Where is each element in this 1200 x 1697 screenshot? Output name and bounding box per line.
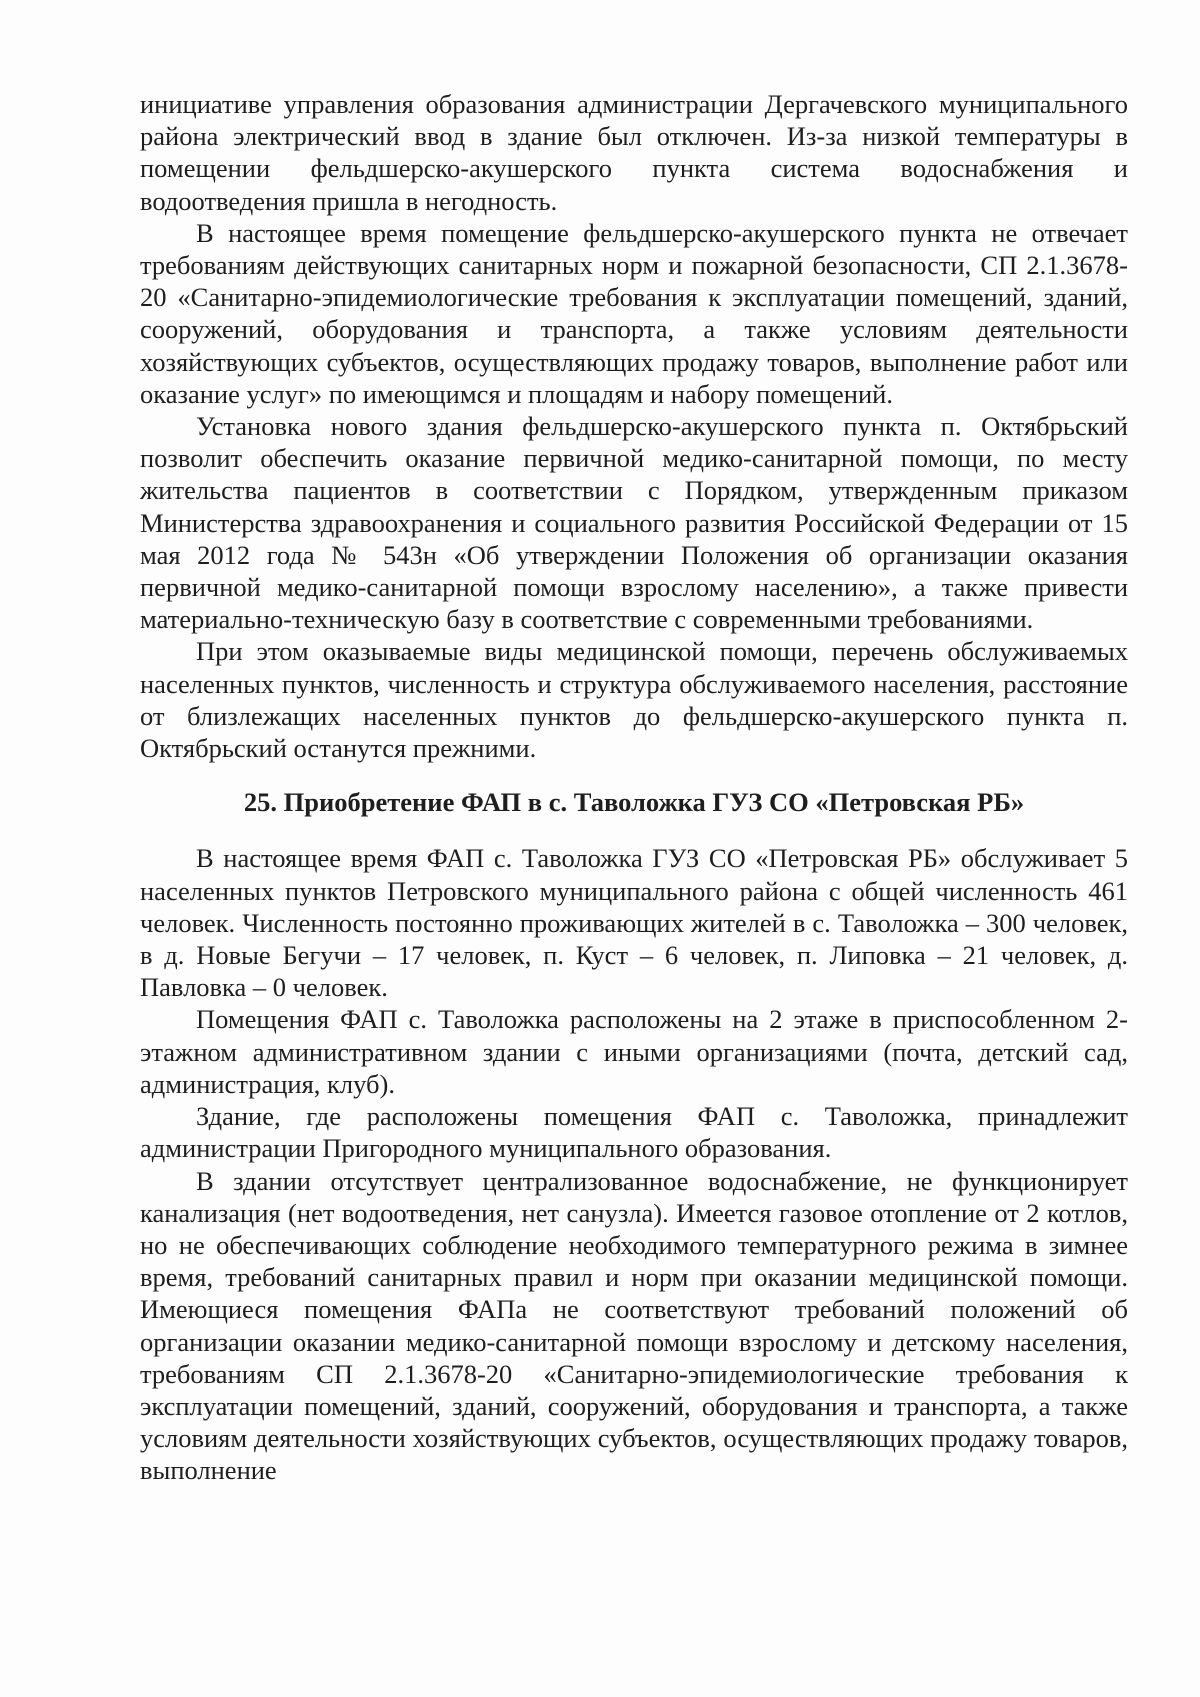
paragraph: Помещения ФАП с. Таволожка расположены на 2 этаже в приспособленном 2-этажном административном здании с иными организациями (почта, детский сад, администрация, клуб). [140, 1004, 1128, 1099]
paragraph-continuation: инициативе управления образования администрации Дергачевского муниципального района электрический ввод в здание был отключен. Из-за низкой температуры в помещении фельдшерско-акушерского пункта система водоснабжения и водоотведения пришла в негодность. [140, 89, 1128, 216]
document-body [140, 88, 1128, 1487]
paragraph: В настоящее время ФАП с. Таволожка ГУЗ СО «Петровская РБ» обслуживает 5 населенных пунктов Петровского муниципального района с общей численность 461 человек. Численность постоянно проживающих жителей в с. Таволожка – 300 человек, в д. Новые Бегучи – 17 человек, п. Куст – 6 человек, п. Липовка – 21 человек, д. Павловка – 0 человек. [140, 843, 1128, 1003]
paragraph: При этом оказываемые виды медицинской помощи, перечень обслуживаемых населенных пунктов, численность и структура обслуживаемого населения, расстояние от близлежащих населенных пунктов до фельдшерско-акушерского пункта п. Октябрьский останутся прежними. [140, 636, 1128, 764]
paragraph: В настоящее время помещение фельдшерско-акушерского пункта не отвечает требованиям действующих санитарных норм и пожарной безопасности, СП 2.1.3678-20 «Санитарно-эпидемиологические требования к эксплуатации помещений, зданий, сооружений, оборудования и транспорта, а также условиям деятельности хозяйствующих субъектов, осуществляющих продажу товаров, выполнение работ или оказание услуг» по имеющимся и площадям и набору помещений. [140, 217, 1128, 409]
paragraph: Здание, где расположены помещения ФАП с. Таволожка, принадлежит администрации Пригородного муниципального образования. [140, 1101, 1128, 1164]
paragraph: Установка нового здания фельдшерско-акушерского пункта п. Октябрьский позволит обеспечить оказание первичной медико-санитарной помощи, по месту жительства пациентов в соответствии с Порядком, утвержденным приказом Министерства здравоохранения и социального развития Российской Федерации от 15 мая 2012 года № 543н «Об утверждении Положения об организации оказания первичной медико-санитарной помощи взрослому населению», а также привести материально-техническую базу в соответствие с современными требованиями. [140, 411, 1128, 635]
paragraph: В здании отсутствует централизованное водоснабжение, не функционирует канализация (нет водоотведения, нет санузла). Имеется газовое отопление от 2 котлов, но не обеспечивающих соблюдение необходимого температурного режима в зимнее время, требований санитарных правил и норм при оказании медицинской помощи. Имеющиеся помещения ФАПа не соответствуют требований положений об организации оказании медико-санитарной помощи взрослому и детскому населения, требованиям СП 2.1.3678-20 «Санитарно-эпидемиологические требования к эксплуатации помещений, зданий, сооружений, оборудования и транспорта, а также условиям деятельности хозяйствующих субъектов, осуществляющих продажу товаров, выполнение [140, 1165, 1128, 1486]
section-heading: 25. Приобретение ФАП в с. Таволожка ГУЗ СО «Петровская РБ» [243, 787, 1025, 818]
